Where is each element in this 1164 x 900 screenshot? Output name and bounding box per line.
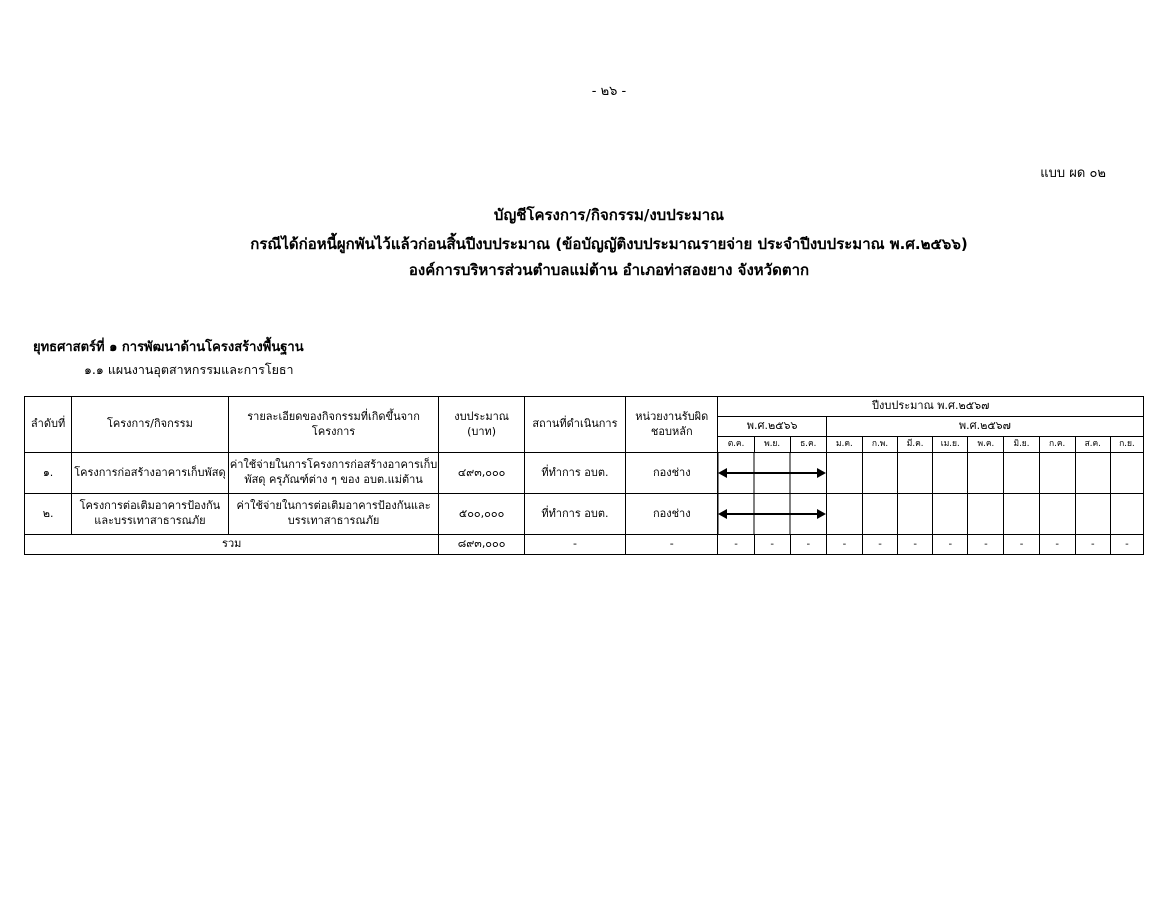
- total-month-value: -: [1039, 535, 1075, 555]
- total-month-value: -: [718, 535, 754, 555]
- project-budget: ๕๐๐,๐๐๐: [439, 494, 524, 535]
- header-month: ก.ค.: [1039, 437, 1075, 453]
- header-fiscal-year: ปีงบประมาณ พ.ศ.๒๕๖๗: [718, 397, 1144, 417]
- project-agency: กองช่าง: [626, 494, 718, 535]
- total-month-value: -: [754, 535, 790, 555]
- header-month: ส.ค.: [1075, 437, 1110, 453]
- header-month: มี.ค.: [898, 437, 933, 453]
- schedule-arrow-icon: [718, 453, 826, 494]
- total-month-value: -: [968, 535, 1004, 555]
- total-month-value: -: [1110, 535, 1143, 555]
- total-month-value: -: [862, 535, 897, 555]
- total-budget: ๘๙๓,๐๐๐: [439, 535, 524, 555]
- total-month-value: -: [1075, 535, 1110, 555]
- header-detail: รายละเอียดของกิจกรรมที่เกิดขึ้นจากโครงการ: [228, 397, 439, 453]
- total-month-value: -: [826, 535, 862, 555]
- form-code: แบบ ผด ๐๒: [1040, 166, 1106, 181]
- project-name: โครงการก่อสร้างอาคารเก็บพัสดุ: [72, 453, 229, 494]
- header-project: โครงการ/กิจกรรม: [72, 397, 229, 453]
- header-month: ธ.ค.: [790, 437, 826, 453]
- header-month: เม.ย.: [933, 437, 968, 453]
- schedule-arrow-icon: [718, 494, 826, 535]
- total-month-value: -: [898, 535, 933, 555]
- total-row: [25, 535, 1144, 555]
- total-month-value: -: [1004, 535, 1039, 555]
- total-label: รวม: [25, 535, 439, 555]
- strategy-heading: ยุทธศาสตร์ที่ ๑ การพัฒนาด้านโครงสร้างพื้นฐาน: [33, 340, 304, 355]
- project-detail: ค่าใช้จ่ายในการโครงการก่อสร้างอาคารเก็บพัสดุ ครุภัณฑ์ต่าง ๆ ของ อบต.แม่ต้าน: [228, 453, 439, 494]
- project-location: ที่ทำการ อบต.: [524, 494, 625, 535]
- schedule-arrow: [718, 453, 826, 494]
- document-title: บัญชีโครงการ/กิจกรรม/งบประมาณ: [493, 206, 725, 224]
- header-month: ก.ย.: [1110, 437, 1143, 453]
- table-row: [25, 453, 1144, 494]
- project-agency: กองช่าง: [626, 453, 718, 494]
- row-number: ๑.: [25, 453, 72, 494]
- header-month: พ.ย.: [754, 437, 790, 453]
- header-month: ม.ค.: [826, 437, 862, 453]
- header-budget: งบประมาณ (บาท): [439, 397, 524, 453]
- schedule-arrow: [718, 494, 826, 535]
- total-month-value: -: [933, 535, 968, 555]
- plan-heading: ๑.๑ แผนงานอุตสาหกรรมและการโยธา: [84, 362, 294, 377]
- table-row: [25, 494, 1144, 535]
- header-location: สถานที่ดำเนินการ: [524, 397, 625, 453]
- project-table: [24, 396, 1144, 555]
- total-location: -: [524, 535, 625, 555]
- project-location: ที่ทำการ อบต.: [524, 453, 625, 494]
- page-number: - ๒๖ -: [591, 84, 627, 99]
- project-budget: ๔๙๓,๐๐๐: [439, 453, 524, 494]
- organization-name: องค์การบริหารส่วนตำบลแม่ต้าน อำเภอท่าสองยาง จังหวัดตาก: [408, 261, 810, 279]
- header-month: มิ.ย.: [1004, 437, 1039, 453]
- header-year-2567: พ.ศ.๒๕๖๗: [826, 417, 1143, 437]
- project-detail: ค่าใช้จ่ายในการต่อเติมอาคารป้องกันและบรรเทาสาธารณภัย: [228, 494, 439, 535]
- header-month: ก.พ.: [862, 437, 897, 453]
- header-month: พ.ค.: [968, 437, 1004, 453]
- row-number: ๒.: [25, 494, 72, 535]
- header-month: ต.ค.: [718, 437, 754, 453]
- header-agency: หน่วยงานรับผิดชอบหลัก: [626, 397, 718, 453]
- project-name: โครงการต่อเติมอาคารป้องกันและบรรเทาสาธารณภัย: [72, 494, 229, 535]
- header-year-2566: พ.ศ.๒๕๖๖: [718, 417, 826, 437]
- total-agency: -: [626, 535, 718, 555]
- document-subtitle: กรณีได้ก่อหนี้ผูกพันไว้แล้วก่อนสิ้นปีงบประมาณ (ข้อบัญญัติงบประมาณรายจ่าย ประจำปีงบประมาณ พ.ศ.๒๕๖๖): [250, 235, 968, 253]
- total-month-value: -: [790, 535, 826, 555]
- header-no: ลำดับที่: [25, 397, 72, 453]
